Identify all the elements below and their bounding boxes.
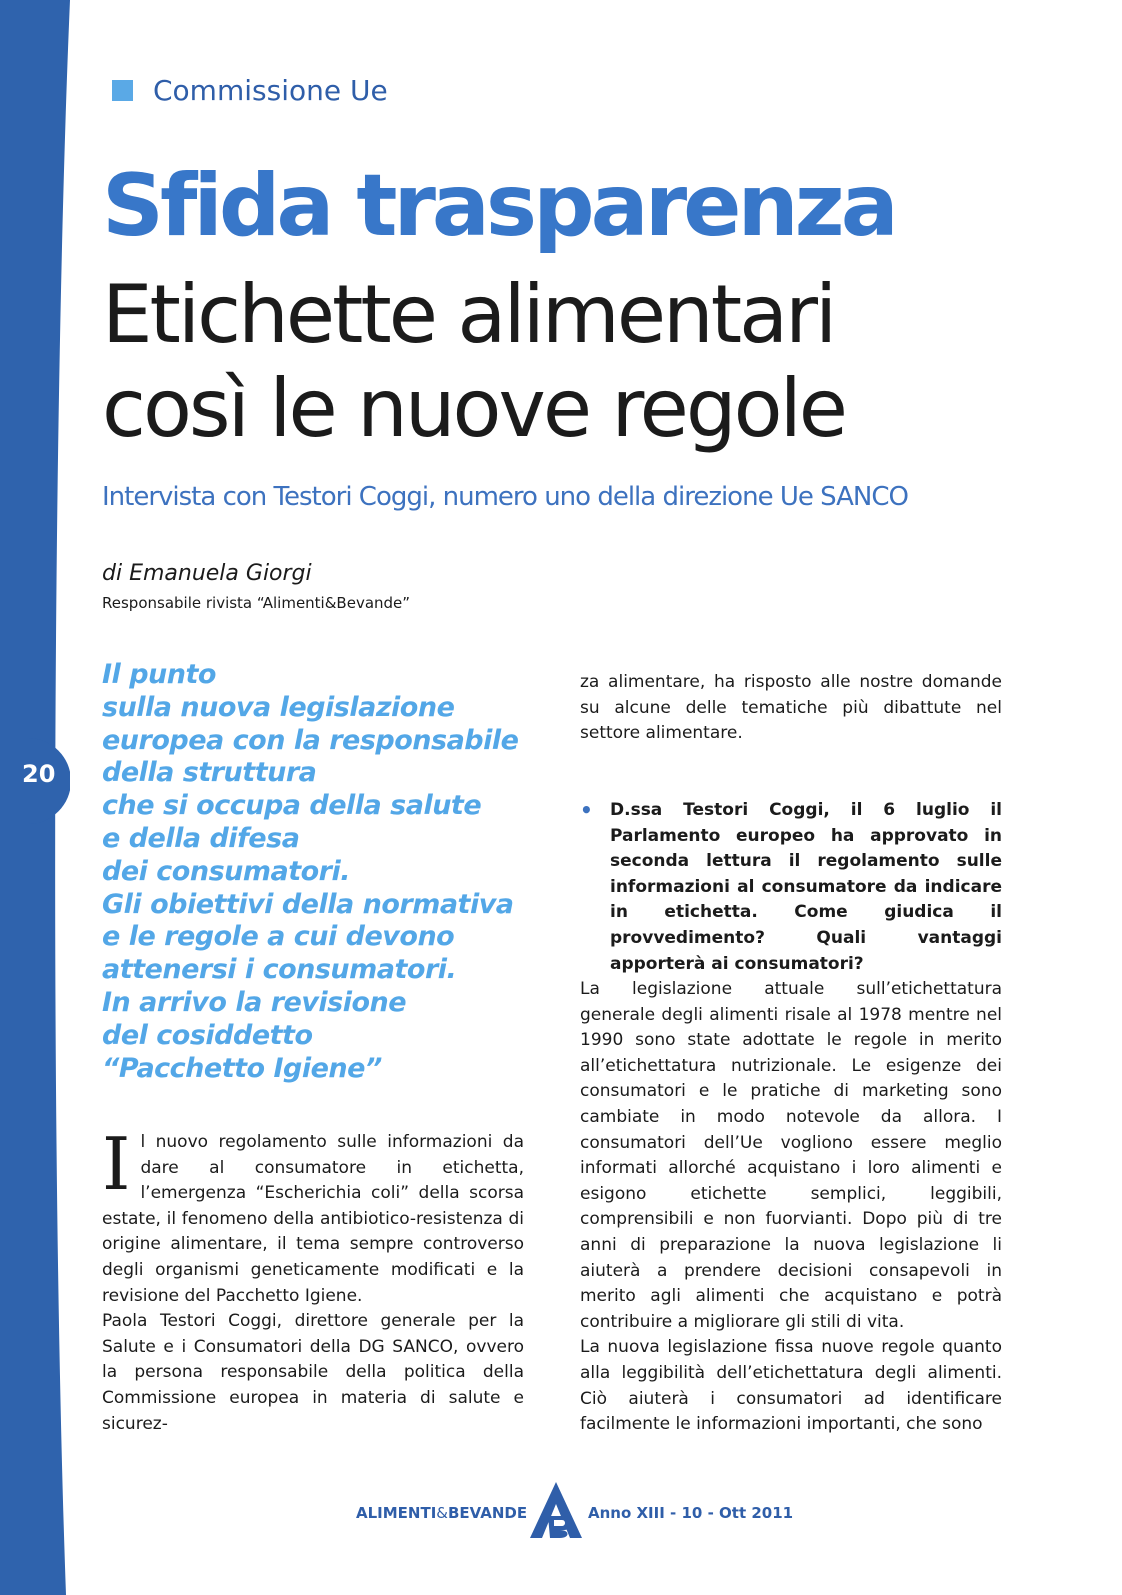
page-number: 20 (22, 760, 56, 788)
magazine-name (356, 1504, 527, 1522)
lead-line: attenersi i consumatori. (102, 954, 457, 986)
body-column-right (580, 977, 1002, 1438)
headline-sub (102, 268, 845, 456)
magazine-name-part2: BEVANDE (448, 1504, 528, 1522)
headline-sub-line2: così le nuove regole (102, 362, 846, 455)
author-role: Responsabile rivista “Alimenti&Bevande” (102, 594, 411, 612)
body-paragraph: l nuovo regolamento sulle informazioni da dare al consumatore in etichetta, l’emergenza “Escherichia coli” della scorsa estate, il fenomeno della antibiotico-resistenza di origine alimentare, il tema sempre controverso degli organismi geneticamente modificati e la revisione del Pacchetto Igiene. (102, 1132, 524, 1306)
headline-main: Sfida trasparenza (102, 156, 895, 256)
author-name: di Emanuela Giorgi (102, 561, 312, 586)
body-paragraph: La nuova legislazione fissa nuove regole quanto alla leggibilità dell’etichettatura degli alimenti. Ciò aiuterà i consumatori ad identificare facilmente le informazioni importanti, che sono (580, 1337, 1002, 1435)
lead-line: In arrivo la revisione (102, 986, 407, 1018)
body-paragraph: Paola Testori Coggi, direttore generale per la Salute e i Consumatori della DG SANCO, ovvero la persona responsabile della politica della Commissione europea in materia di salute e sicurez- (102, 1311, 524, 1434)
article-subtitle: Intervista con Testori Coggi, numero uno della direzione Ue SANCO (102, 482, 908, 512)
section-header (112, 72, 388, 108)
lead-line: europea con la responsabile (102, 724, 519, 756)
lead-line: sulla nuova legislazione (102, 691, 455, 723)
section-label: Commissione Ue (153, 73, 388, 107)
magazine-name-amp: & (436, 1504, 448, 1522)
body-column-right-intro: za alimentare, ha risposto alle nostre domande su alcune delle tematiche più dibattute nel settore alimentare. (580, 672, 1002, 744)
page-footer (356, 1482, 794, 1538)
magazine-name-part1: ALIMENTI (356, 1504, 437, 1522)
lead-line: della struttura (102, 757, 317, 789)
lead-line: del cosiddetto (102, 1019, 313, 1051)
headline-sub-line1: Etichette alimentari (102, 268, 835, 361)
interview-question (580, 798, 1002, 977)
bullet-icon: • (580, 798, 593, 822)
lead-text (102, 659, 542, 1085)
section-square-icon (112, 80, 133, 101)
drop-cap: I (102, 1122, 131, 1206)
magazine-logo-icon (530, 1482, 582, 1538)
body-paragraph: La legislazione attuale sull’etichettatura generale degli alimenti risale al 1978 mentre nel 1990 sono state adottate le regole in merito all’etichettatura nutrizionale. Le esigenze dei consumatori e le pratiche di marketing sono cambiate in modo notevole da allora. I consumatori dell’Ue vogliono essere meglio informati allorché acquistano i loro alimenti e esigono etichette semplici, leggibili, comprensibili e non fuorvianti. Dopo più di tre anni di preparazione la nuova legislazione li aiuterà a prendere decisioni consapevoli in merito agli alimenti che acquistano e potrà contribuire a migliorare gli stili di vita. (580, 979, 1002, 1332)
lead-line: dei consumatori. (102, 855, 350, 887)
lead-line: Il punto (102, 659, 216, 690)
lead-line: “Pacchetto Igiene” (102, 1052, 382, 1084)
body-column-left (102, 1122, 524, 1437)
lead-line: Gli obiettivi della normativa (102, 888, 514, 920)
lead-line: e della difesa (102, 822, 300, 854)
lead-line: e le regole a cui devono (102, 921, 455, 953)
question-text: D.ssa Testori Coggi, il 6 luglio il Parlamento europeo ha approvato in seconda lettura il regolamento sulle informazioni al consumatore da indicare in etichetta. Come giudica il provvedimento? Quali vantaggi apporterà ai consumatori? (610, 800, 1002, 974)
issue-info: Anno XIII - 10 - Ott 2011 (588, 1504, 794, 1522)
lead-line: che si occupa della salute (102, 790, 482, 822)
